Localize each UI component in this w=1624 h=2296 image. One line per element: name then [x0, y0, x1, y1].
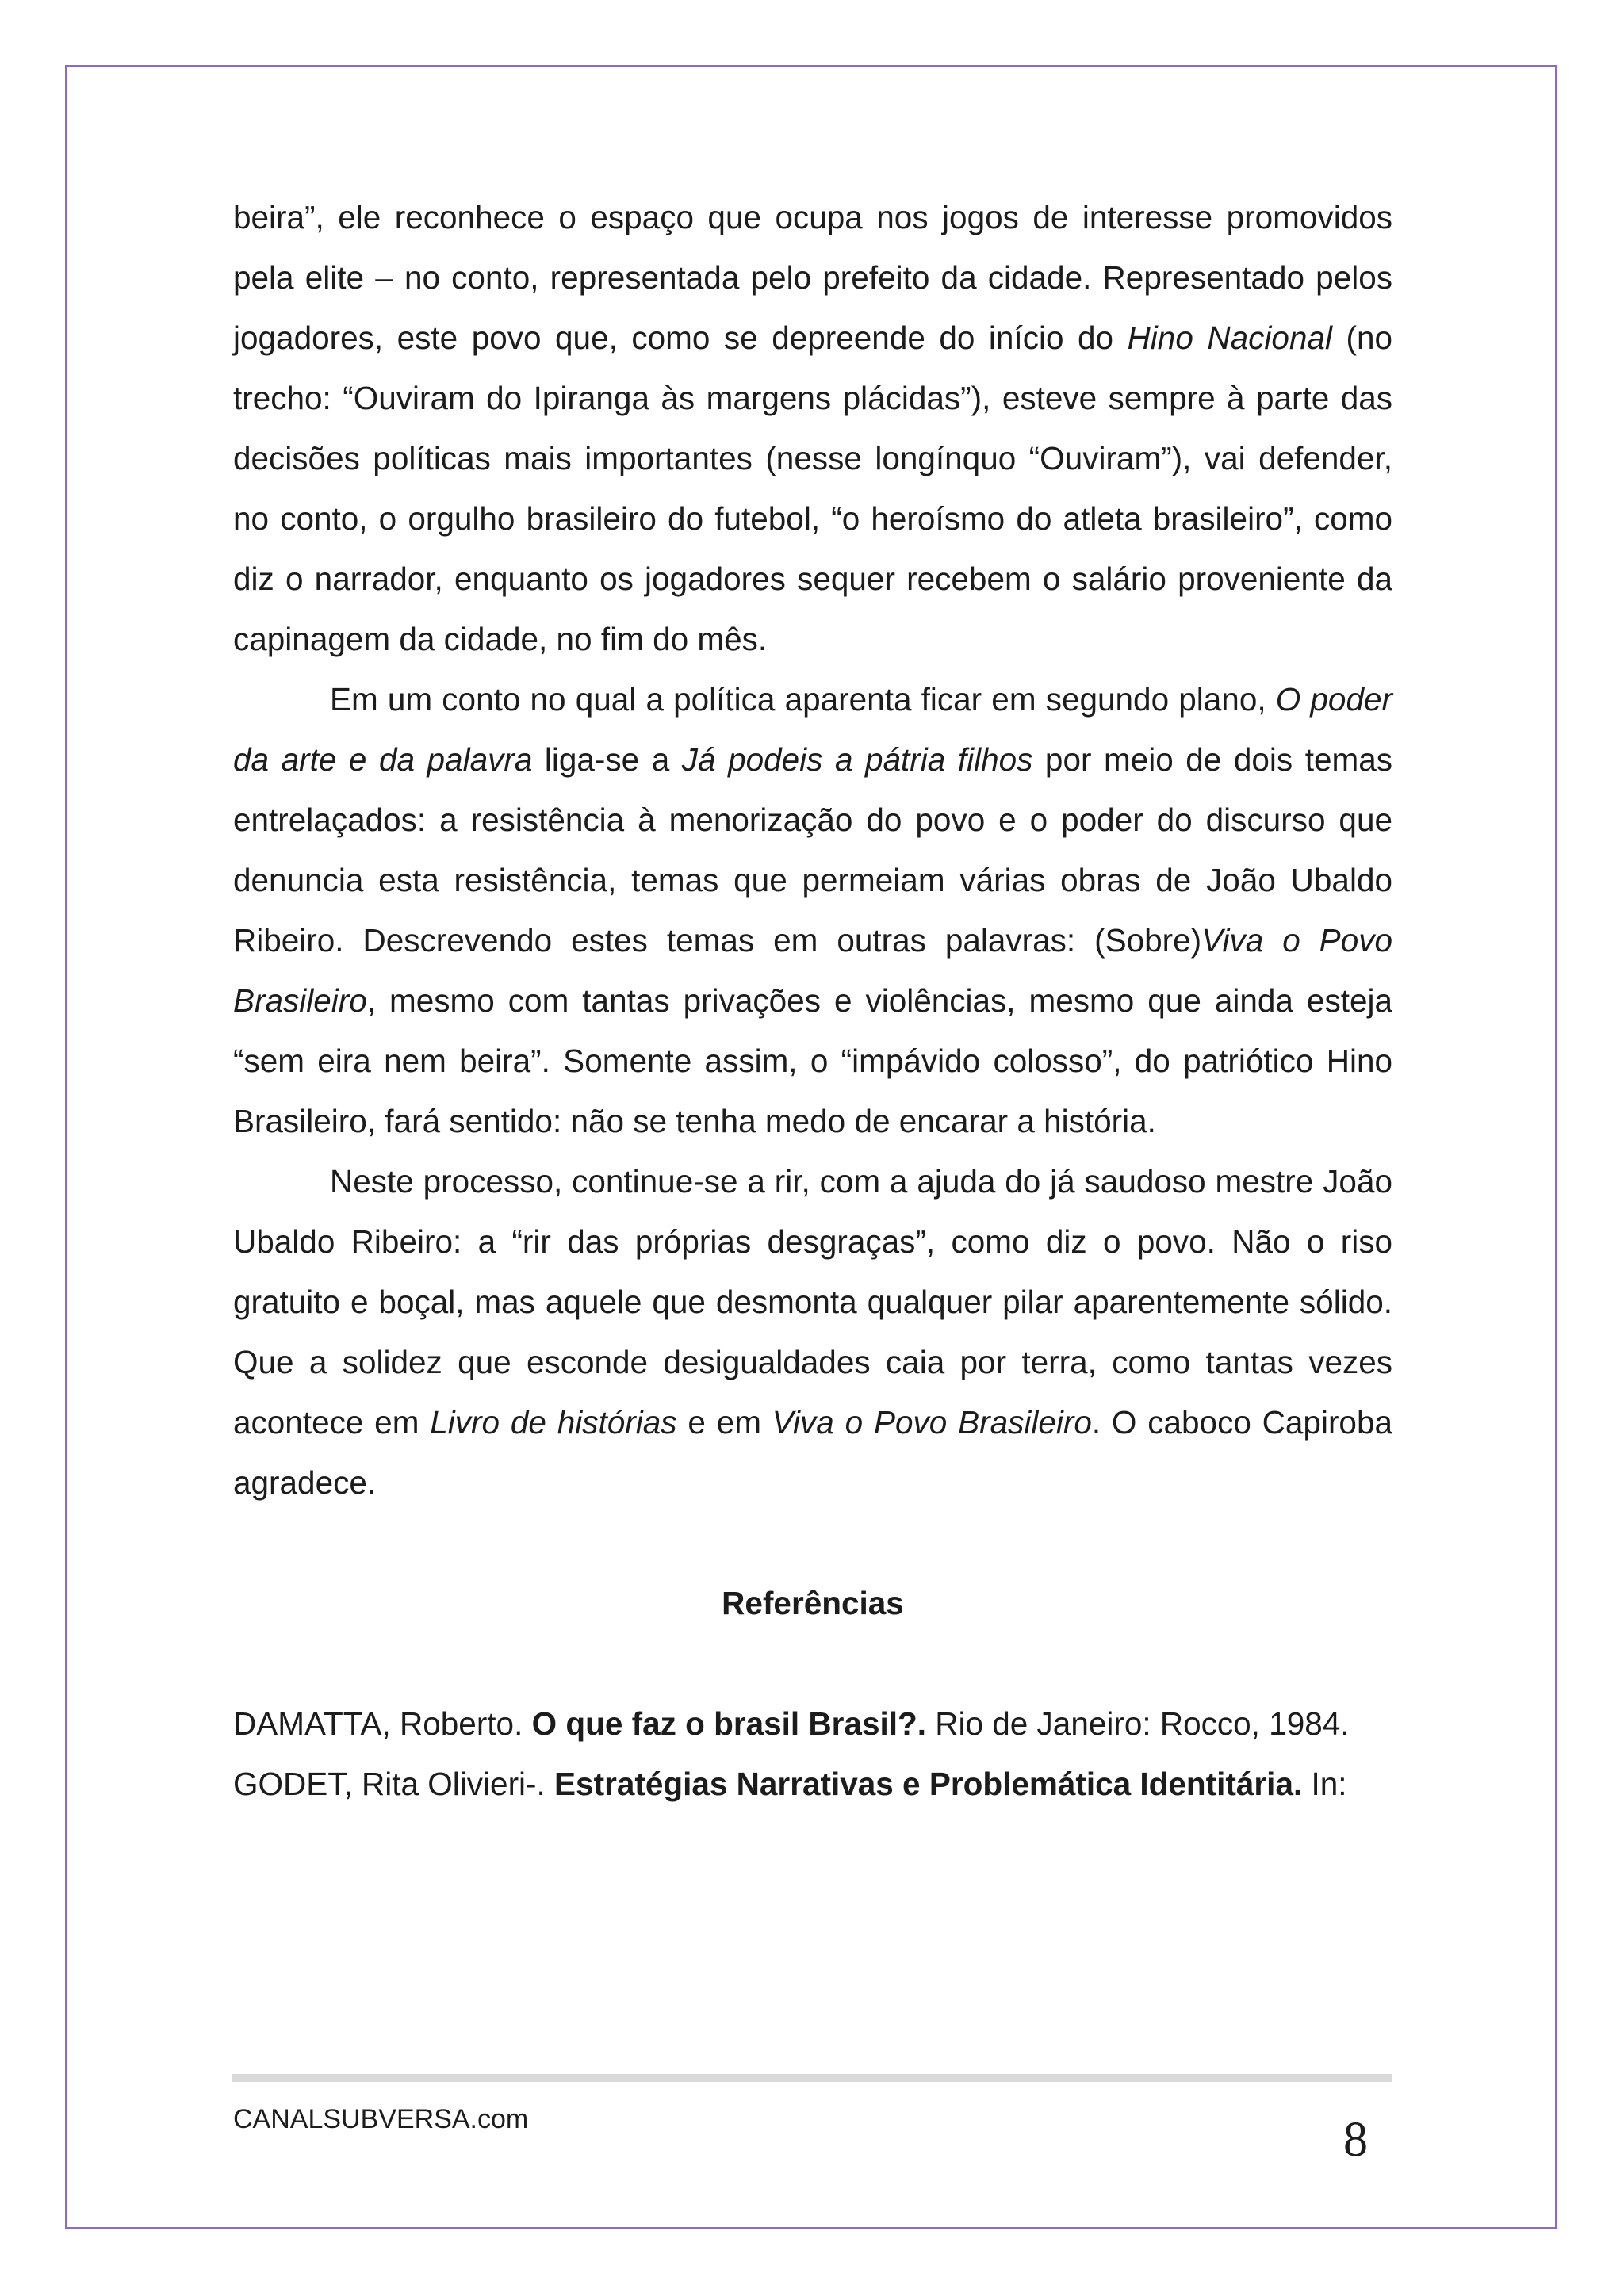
- footer-divider: [232, 2074, 1392, 2082]
- paragraph-2-emphasis-1: O poder da arte e da palavra: [233, 681, 1392, 778]
- reference-author: GODET, Rita Olivieri-.: [233, 1766, 555, 1802]
- reference-item: [233, 1693, 1392, 1754]
- paragraph-1-emphasis-1: Hino Nacional: [1127, 320, 1332, 356]
- article-body: [233, 187, 1392, 1814]
- paragraph-3: [233, 1151, 1392, 1513]
- paragraph-2-emphasis-3: Viva o Povo Brasileiro: [233, 922, 1392, 1019]
- paragraph-2-text-a: Em um conto no qual a política aparenta ficar em segundo plano,: [330, 681, 1276, 718]
- paragraph-3-text-a: Neste processo, continue-se a rir, com a ajuda do já saudoso mestre João Ubaldo Ribeiro: a “rir das próprias desgraças”, como diz o povo. Não o riso gratuito e boçal, mas aquele que desmonta qualquer pilar aparentemente sólido. Que a solidez que esconde desigualdades caia por terra, como tantas vezes acontece em: [233, 1163, 1392, 1441]
- reference-title: Estratégias Narrativas e Problemática Identitária.: [554, 1766, 1303, 1802]
- paragraph-1-text-a: beira”, ele reconhece o espaço que ocupa nos jogos de interesse promovidos pela elite – no conto, representada pelo prefeito da cidade. Representado pelos jogadores, este povo que, como se depreende do início do: [233, 199, 1392, 356]
- paragraph-2-emphasis-2: Já podeis a pátria filhos: [681, 741, 1033, 778]
- paragraph-1-text-b: (no trecho: “Ouviram do Ipiranga às margens plácidas”), esteve sempre à parte das decisões políticas mais importantes (nesse longínquo “Ouviram”), vai defender, no conto, o orgulho brasileiro do futebol, “o heroísmo do atleta brasileiro”, como diz o narrador, enquanto os jogadores sequer recebem o salário proveniente da capinagem da cidade, no fim do mês.: [233, 320, 1393, 657]
- references-heading: Referências: [722, 1585, 904, 1621]
- paragraph-3-text-b: e em: [676, 1404, 772, 1441]
- reference-title: O que faz o brasil Brasil?.: [531, 1705, 926, 1742]
- paragraph-3-emphasis-1: Livro de histórias: [430, 1404, 677, 1441]
- paragraph-3-text-c: . O caboco Capiroba agradece.: [233, 1404, 1393, 1501]
- reference-author: DAMATTA, Roberto.: [233, 1705, 532, 1742]
- paragraph-3-emphasis-2: Viva o Povo Brasileiro: [772, 1404, 1092, 1441]
- reference-item: [233, 1754, 1392, 1814]
- footer-site-name: CANALSUBVERSA.com: [233, 2104, 529, 2134]
- paragraph-2: [233, 669, 1392, 1151]
- paragraph-1: [233, 187, 1392, 669]
- reference-details: Rio de Janeiro: Rocco, 1984.: [925, 1705, 1350, 1742]
- paragraph-2-text-b: liga-se a: [532, 741, 682, 778]
- paragraph-2-text-d: , mesmo com tantas privações e violências, mesmo que ainda esteja “sem eira nem beira”. Somente assim, o “impávido colosso”, do patriótico Hino Brasileiro, fará sentido: não se tenha medo de encarar a história.: [233, 982, 1392, 1139]
- paragraph-2-text-c: por meio de dois temas entrelaçados: a resistência à menorização do povo e o poder do discurso que denuncia esta resistência, temas que permeiam várias obras de João Ubaldo Ribeiro. Descrevendo estes temas em outras palavras: (Sobre): [233, 741, 1392, 959]
- page-number: 8: [1343, 2113, 1368, 2167]
- reference-details: In:: [1302, 1766, 1347, 1802]
